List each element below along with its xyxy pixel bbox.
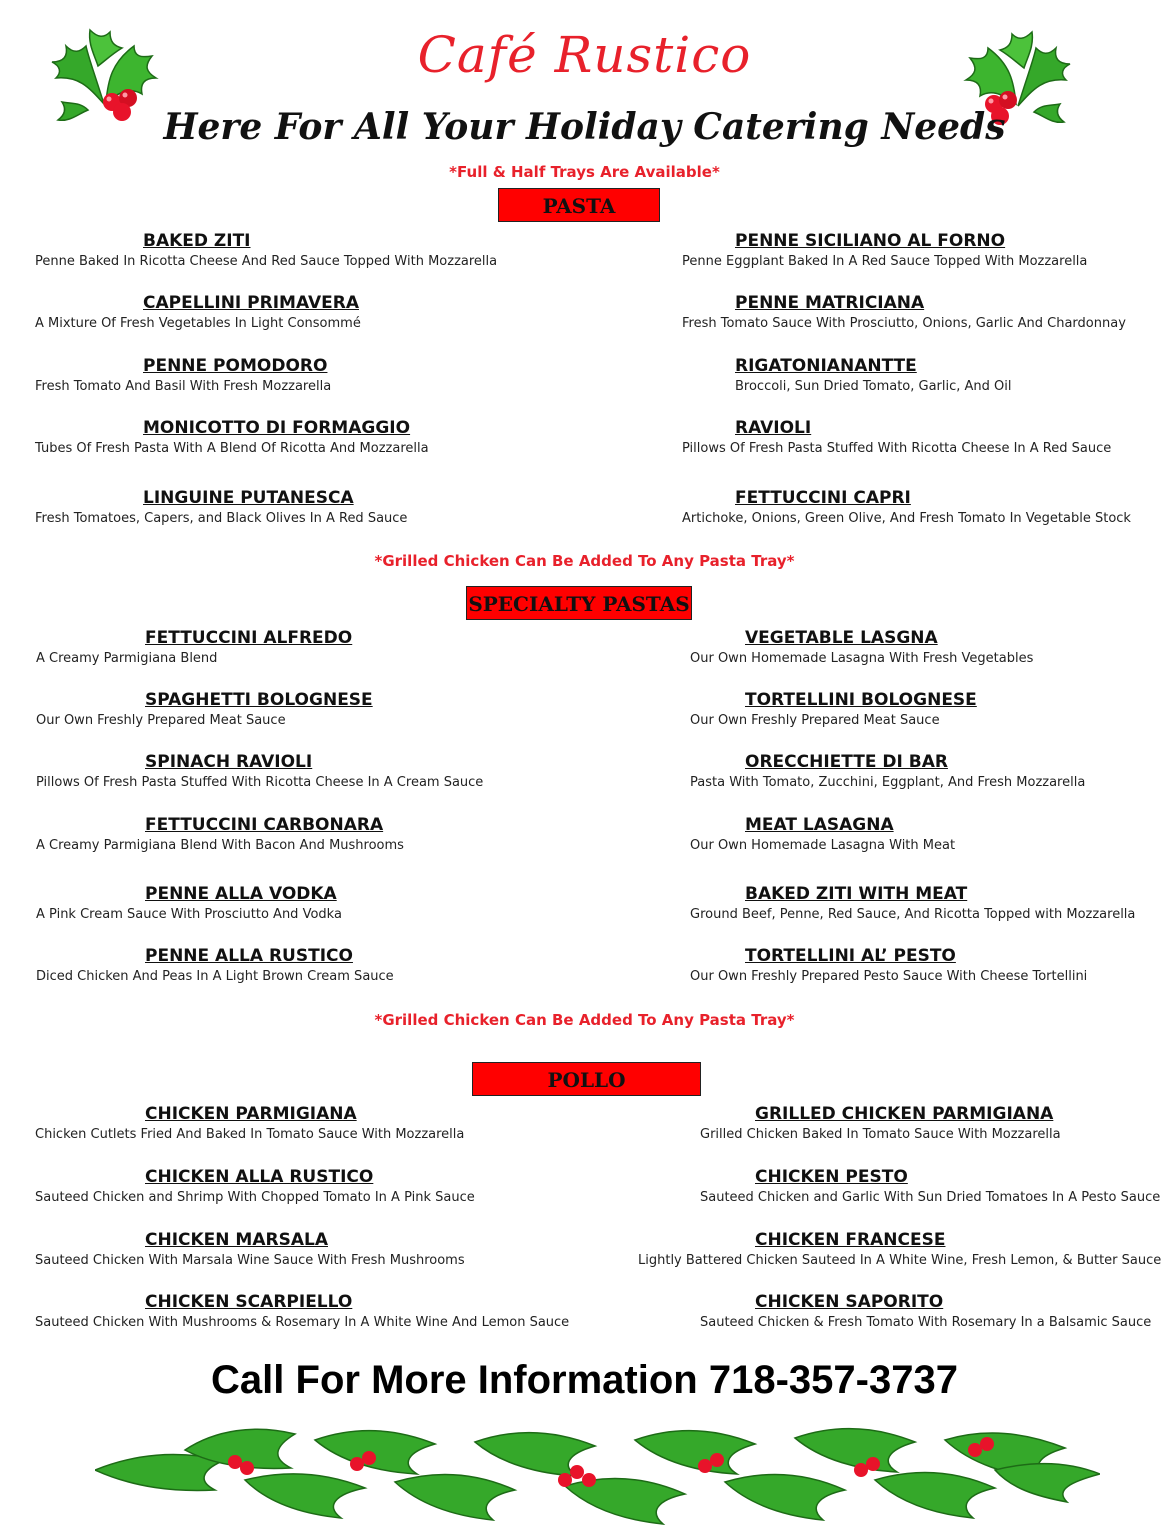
menu-item-name: FETTUCCINI CAPRI: [735, 488, 911, 508]
menu-item-description: Chicken Cutlets Fried And Baked In Tomato Sauce With Mozzarella: [35, 1127, 465, 1142]
menu-item-description: Ground Beef, Penne, Red Sauce, And Ricotta Topped with Mozzarella: [690, 907, 1136, 922]
menu-item-description: Artichoke, Onions, Green Olive, And Fresh Tomato In Vegetable Stock: [682, 511, 1131, 526]
page-subtitle: Here For All Your Holiday Catering Needs: [163, 106, 1006, 148]
menu-item-name: SPAGHETTI BOLOGNESE: [145, 690, 373, 710]
menu-item-description: Grilled Chicken Baked In Tomato Sauce With Mozzarella: [700, 1127, 1061, 1142]
menu-item-description: Pasta With Tomato, Zucchini, Eggplant, And Fresh Mozzarella: [690, 775, 1086, 790]
menu-item-description: A Mixture Of Fresh Vegetables In Light Consommé: [35, 316, 361, 331]
menu-item-name: SPINACH RAVIOLI: [145, 752, 313, 772]
menu-item-description: Lightly Battered Chicken Sauteed In A White Wine, Fresh Lemon, & Butter Sauce: [638, 1253, 1162, 1268]
menu-item-name: ORECCHIETTE DI BAR: [745, 752, 948, 772]
menu-item-description: Our Own Freshly Prepared Pesto Sauce With Cheese Tortellini: [690, 969, 1088, 984]
menu-item-description: Diced Chicken And Peas In A Light Brown Cream Sauce: [36, 969, 394, 984]
menu-item-name: LINGUINE PUTANESCA: [143, 488, 354, 508]
menu-item-description: Fresh Tomato And Basil With Fresh Mozzarella: [35, 379, 332, 394]
menu-item-description: Penne Eggplant Baked In A Red Sauce Topped With Mozzarella: [682, 254, 1088, 269]
menu-item-name: GRILLED CHICKEN PARMIGIANA: [755, 1104, 1054, 1124]
trays-note: *Full & Half Trays Are Available*: [449, 163, 720, 181]
menu-item-name: MONICOTTO DI FORMAGGIO: [143, 418, 411, 438]
menu-item-name: CHICKEN FRANCESE: [755, 1230, 946, 1250]
menu-item-description: A Pink Cream Sauce With Prosciutto And Vodka: [36, 907, 342, 922]
menu-item-description: Broccoli, Sun Dried Tomato, Garlic, And Oil: [735, 379, 1012, 394]
menu-item-description: Penne Baked In Ricotta Cheese And Red Sauce Topped With Mozzarella: [35, 254, 498, 269]
menu-item-name: CHICKEN SCARPIELLO: [145, 1292, 353, 1312]
call-info: Call For More Information 718-357-3737: [211, 1358, 958, 1402]
menu-item-name: BAKED ZITI WITH MEAT: [745, 884, 968, 904]
menu-item-name: CHICKEN SAPORITO: [755, 1292, 944, 1312]
menu-item-description: Sauteed Chicken & Fresh Tomato With Rosemary In a Balsamic Sauce: [700, 1315, 1152, 1330]
menu-item-name: CHICKEN PARMIGIANA: [145, 1104, 357, 1124]
menu-item-description: A Creamy Parmigiana Blend: [36, 651, 218, 666]
menu-item-name: MEAT LASAGNA: [745, 815, 894, 835]
menu-item-name: FETTUCCINI CARBONARA: [145, 815, 384, 835]
menu-item-name: PENNE MATRICIANA: [735, 293, 925, 313]
grilled-chicken-note: *Grilled Chicken Can Be Added To Any Pasta Tray*: [374, 1011, 795, 1029]
menu-item-name: RAVIOLI: [735, 418, 812, 438]
menu-item-name: CHICKEN MARSALA: [145, 1230, 328, 1250]
restaurant-title: Café Rustico: [417, 26, 752, 84]
menu-item-name: FETTUCCINI ALFREDO: [145, 628, 353, 648]
menu-item-description: Our Own Freshly Prepared Meat Sauce: [690, 713, 940, 728]
holly-garland-icon: [95, 1410, 1100, 1535]
menu-item-description: Fresh Tomatoes, Capers, and Black Olives In A Red Sauce: [35, 511, 408, 526]
menu-item-description: Sauteed Chicken and Shrimp With Chopped Tomato In A Pink Sauce: [35, 1190, 475, 1205]
menu-item-description: Our Own Homemade Lasagna With Meat: [690, 838, 956, 853]
section-label-pollo: POLLO: [472, 1062, 701, 1096]
menu-item-name: RIGATONIANANTTE: [735, 356, 917, 376]
menu-item-name: TORTELLINI BOLOGNESE: [745, 690, 977, 710]
menu-item-name: PENNE ALLA RUSTICO: [145, 946, 353, 966]
menu-item-description: Pillows Of Fresh Pasta Stuffed With Ricotta Cheese In A Cream Sauce: [36, 775, 484, 790]
menu-item-description: Our Own Freshly Prepared Meat Sauce: [36, 713, 286, 728]
menu-item-name: CAPELLINI PRIMAVERA: [143, 293, 359, 313]
grilled-chicken-note: *Grilled Chicken Can Be Added To Any Pasta Tray*: [374, 552, 795, 570]
menu-item-name: VEGETABLE LASGNA: [745, 628, 938, 648]
menu-item-description: Sauteed Chicken With Mushrooms & Rosemary In A White Wine And Lemon Sauce: [35, 1315, 570, 1330]
menu-item-description: Pillows Of Fresh Pasta Stuffed With Ricotta Cheese In A Red Sauce: [682, 441, 1112, 456]
menu-item-name: CHICKEN PESTO: [755, 1167, 908, 1187]
menu-item-description: Sauteed Chicken With Marsala Wine Sauce With Fresh Mushrooms: [35, 1253, 465, 1268]
menu-item-description: A Creamy Parmigiana Blend With Bacon And Mushrooms: [36, 838, 404, 853]
menu-item-name: BAKED ZITI: [143, 231, 251, 251]
menu-item-description: Our Own Homemade Lasagna With Fresh Vegetables: [690, 651, 1034, 666]
menu-item-name: CHICKEN ALLA RUSTICO: [145, 1167, 374, 1187]
menu-item-description: Sauteed Chicken and Garlic With Sun Dried Tomatoes In A Pesto Sauce: [700, 1190, 1161, 1205]
menu-item-description: Tubes Of Fresh Pasta With A Blend Of Ricotta And Mozzarella: [35, 441, 429, 456]
menu-item-name: TORTELLINI AL’ PESTO: [745, 946, 956, 966]
menu-item-name: PENNE POMODORO: [143, 356, 328, 376]
menu-item-name: PENNE SICILIANO AL FORNO: [735, 231, 1006, 251]
menu-item-name: PENNE ALLA VODKA: [145, 884, 337, 904]
section-label-pasta: PASTA: [498, 188, 660, 222]
menu-item-description: Fresh Tomato Sauce With Prosciutto, Onions, Garlic And Chardonnay: [682, 316, 1126, 331]
section-label-specialty-pastas: SPECIALTY PASTAS: [466, 586, 692, 620]
